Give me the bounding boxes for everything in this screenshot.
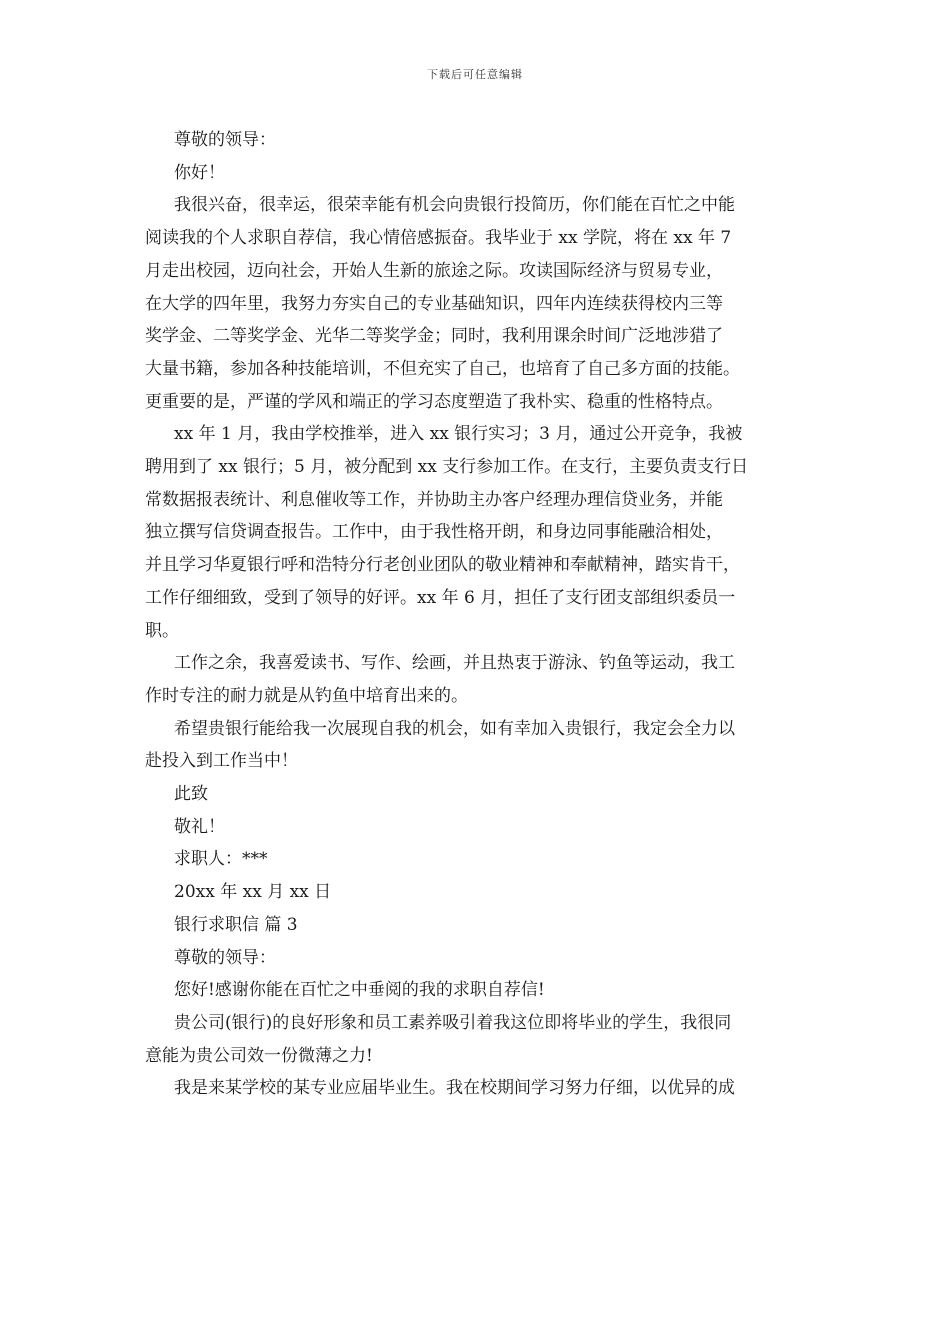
text-line: 作时专注的耐力就是从钓鱼中培育出来的。 xyxy=(145,685,468,706)
text-line: 工作仔细细致，受到了领导的好评。xx 年 6 月，担任了支行团支部组织委员一 xyxy=(145,587,736,608)
text-line: 阅读我的个人求职自荐信，我心情倍感振奋。我毕业于 xx 学院，将在 xx 年 7 xyxy=(145,228,732,249)
text-line: 更重要的是，严谨的学风和端正的学习态度塑造了我朴实、稳重的性格特点。 xyxy=(145,391,723,412)
text-line: 敬礼！ xyxy=(174,816,225,837)
text-line: 你好！ xyxy=(174,162,225,183)
text-line: 聘用到了 xx 银行；5 月，被分配到 xx 支行参加工作。在支行，主要负责支行日 xyxy=(145,457,749,478)
text-line: 银行求职信 篇 3 xyxy=(174,914,298,935)
text-line: 并且学习华夏银行呼和浩特分行老创业团队的敬业精神和奉献精神，踏实肯干， xyxy=(145,555,740,576)
text-line: 工作之余，我喜爱读书、写作、绘画，并且热衷于游泳、钓鱼等运动，我工 xyxy=(174,653,735,674)
text-line: 20xx 年 xx 月 xx 日 xyxy=(174,882,332,903)
text-line: 职。 xyxy=(145,620,179,641)
text-line: 独立撰写信贷调查报告。工作中，由于我性格开朗，和身边同事能融洽相处， xyxy=(145,522,723,543)
letter-body xyxy=(145,124,825,1105)
text-line: 赴投入到工作当中！ xyxy=(145,751,298,772)
text-line: 希望贵银行能给我一次展现自我的机会，如有幸加入贵银行，我定会全力以 xyxy=(174,718,735,739)
text-line: 求职人：*** xyxy=(174,849,268,870)
text-line: 贵公司(银行)的良好形象和员工素养吸引着我这位即将毕业的学生，我很同 xyxy=(174,1012,732,1033)
text-line: 意能为贵公司效一份微薄之力! xyxy=(145,1045,373,1066)
text-line: 奖学金、二等奖学金、光华二等奖学金；同时，我利用课余时间广泛地涉猎了 xyxy=(145,326,723,347)
page-header-note: 下载后可任意编辑 xyxy=(427,68,523,81)
text-line: 尊敬的领导： xyxy=(174,947,276,968)
text-line: 我很兴奋，很幸运，很荣幸能有机会向贵银行投简历，你们能在百忙之中能 xyxy=(174,195,735,216)
text-line: 此致 xyxy=(174,784,208,805)
text-line: 月走出校园，迈向社会，开始人生新的旅途之际。攻读国际经济与贸易专业， xyxy=(145,260,723,281)
text-line: 您好!感谢你能在百忙之中垂阅的我的求职自荐信! xyxy=(174,980,545,1001)
text-line: 尊敬的领导： xyxy=(174,130,276,150)
text-line: xx 年 1 月，我由学校推举，进入 xx 银行实习；3 月，通过公开竞争，我被 xyxy=(174,424,743,445)
text-line: 大量书籍，参加各种技能培训，不但充实了自己，也培育了自己多方面的技能。 xyxy=(145,358,740,379)
text-line: 我是来某学校的某专业应届毕业生。我在校期间学习努力仔细，以优异的成 xyxy=(174,1078,735,1099)
text-line: 在大学的四年里，我努力夯实自己的专业基础知识，四年内连续获得校内三等 xyxy=(145,293,723,314)
text-line: 常数据报表统计、利息催收等工作，并协助主办客户经理办理信贷业务，并能 xyxy=(145,489,723,510)
